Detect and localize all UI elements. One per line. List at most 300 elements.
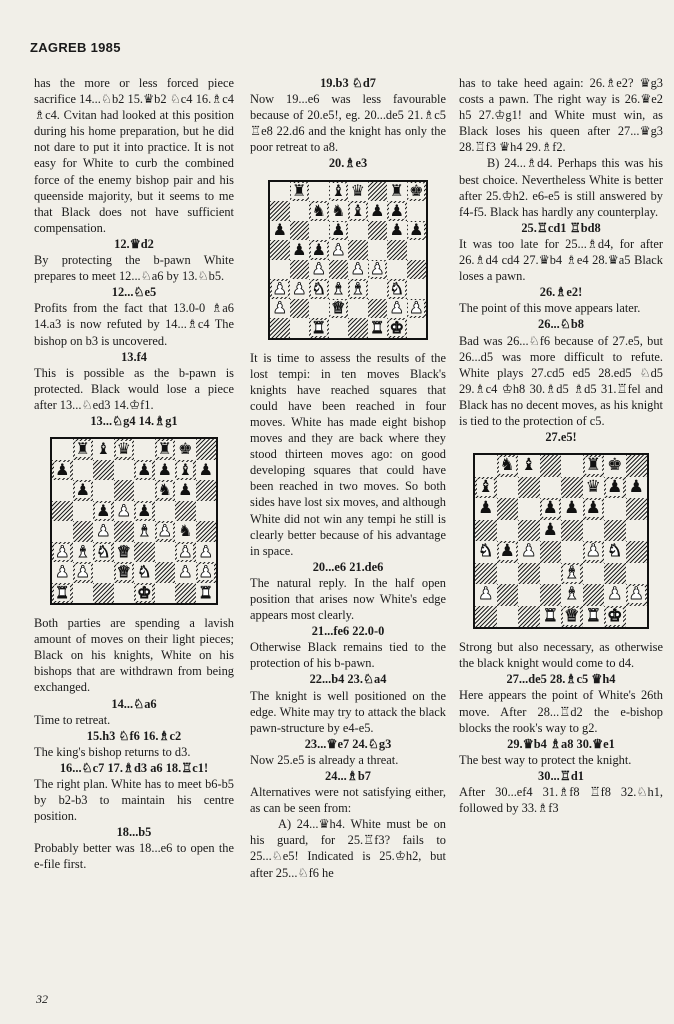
black-knight-icon: ♞ xyxy=(311,200,326,220)
board-square xyxy=(270,240,290,260)
board-square xyxy=(348,182,368,202)
black-pawn-icon: ♟ xyxy=(370,200,385,220)
board-square xyxy=(290,182,310,202)
board-square xyxy=(497,541,519,563)
board-square xyxy=(175,562,196,583)
board-square xyxy=(134,583,155,604)
black-pawn-icon: ♟ xyxy=(272,220,287,240)
board-square xyxy=(175,521,196,542)
board-square xyxy=(270,299,290,319)
board-square xyxy=(583,606,605,628)
black-pawn-icon: ♟ xyxy=(389,200,404,220)
commentary-paragraph: Otherwise Black remains tied to the protection of his b-pawn. xyxy=(250,640,446,671)
white-pawn-icon: ♟ xyxy=(272,278,287,298)
board-square xyxy=(387,182,407,202)
commentary-paragraph: Alternatives were not satisfying either, as can be seen from: xyxy=(250,785,446,816)
white-knight-icon: ♞ xyxy=(96,541,111,561)
move-heading: 14...♘a6 xyxy=(111,696,157,711)
white-pawn-icon: ♟ xyxy=(116,500,131,520)
board-square xyxy=(290,221,310,241)
board-square xyxy=(93,583,114,604)
board-square xyxy=(134,480,155,501)
board-square xyxy=(475,584,497,606)
page-number: 32 xyxy=(36,992,48,1006)
board-square xyxy=(604,455,626,477)
board-square xyxy=(348,221,368,241)
board-square xyxy=(155,480,176,501)
board-square xyxy=(540,455,562,477)
white-pawn-icon: ♟ xyxy=(311,259,326,279)
white-pawn-icon: ♟ xyxy=(198,541,213,561)
white-rook-icon: ♜ xyxy=(55,582,70,602)
board-square xyxy=(583,541,605,563)
board-square xyxy=(604,477,626,499)
board-square xyxy=(561,563,583,585)
board-square xyxy=(270,182,290,202)
white-pawn-icon: ♟ xyxy=(272,298,287,318)
board-square xyxy=(626,455,648,477)
black-bishop-icon: ♝ xyxy=(350,200,365,220)
white-bishop-icon: ♝ xyxy=(564,584,580,605)
white-pawn-icon: ♟ xyxy=(331,239,346,259)
board-square xyxy=(155,501,176,522)
white-pawn-icon: ♟ xyxy=(350,259,365,279)
board-square xyxy=(175,480,196,501)
board-square xyxy=(583,477,605,499)
board-square xyxy=(196,501,217,522)
board-square xyxy=(626,477,648,499)
black-pawn-icon: ♟ xyxy=(628,476,644,497)
white-bishop-icon: ♝ xyxy=(137,521,152,541)
board-square xyxy=(52,480,73,501)
move-heading: 26...♘b8 xyxy=(538,317,584,332)
white-pawn-icon: ♟ xyxy=(75,562,90,582)
board-square xyxy=(175,542,196,563)
commentary-paragraph: After 30...ef4 31.♗f8 ♖f8 32.♘h1, followed by 33.♗f3 xyxy=(459,785,663,816)
black-king-icon: ♚ xyxy=(607,455,623,476)
move-heading: 24...♗b7 xyxy=(325,769,371,783)
board-square xyxy=(93,542,114,563)
board-square xyxy=(626,520,648,542)
board-square xyxy=(604,520,626,542)
board-square xyxy=(114,542,135,563)
board-square xyxy=(348,279,368,299)
board-square xyxy=(561,520,583,542)
board-square xyxy=(407,260,427,280)
move-heading: 12...♘e5 xyxy=(111,285,157,300)
board-square xyxy=(73,480,94,501)
white-king-icon: ♚ xyxy=(389,317,404,337)
board-square xyxy=(540,477,562,499)
board-square xyxy=(475,520,497,542)
board-square xyxy=(561,541,583,563)
board-square xyxy=(368,279,388,299)
board-square xyxy=(518,520,540,542)
move-heading: 20.♗e3 xyxy=(328,156,368,171)
move-heading: 22...b4 23.♘a4 xyxy=(309,672,387,687)
board-square xyxy=(290,240,310,260)
commentary-paragraph: Now 19...e6 was less favourable because of 20.e5!, eg. 20...de5 21.♗c5 ♖e8 22.d6 and the knight has only the poor retreat to a8. xyxy=(250,92,446,155)
black-king-icon: ♚ xyxy=(178,439,193,459)
board-square xyxy=(626,498,648,520)
board-square xyxy=(387,279,407,299)
white-pawn-icon: ♟ xyxy=(628,584,644,605)
board-square xyxy=(73,583,94,604)
board-square xyxy=(583,584,605,606)
board-square xyxy=(73,521,94,542)
board-square xyxy=(368,221,388,241)
board-square xyxy=(114,460,135,481)
black-pawn-icon: ♟ xyxy=(157,459,172,479)
board-square xyxy=(540,606,562,628)
board-square xyxy=(114,583,135,604)
black-pawn-icon: ♟ xyxy=(542,519,558,540)
board-square xyxy=(196,583,217,604)
white-bishop-icon: ♝ xyxy=(564,562,580,583)
board-square xyxy=(175,439,196,460)
board-square xyxy=(309,201,329,221)
black-pawn-icon: ♟ xyxy=(585,498,601,519)
move-heading: 19.b3 ♘d7 xyxy=(320,76,376,90)
white-knight-icon: ♞ xyxy=(137,562,152,582)
white-pawn-icon: ♟ xyxy=(157,521,172,541)
board-square xyxy=(583,520,605,542)
board-square xyxy=(134,562,155,583)
black-pawn-icon: ♟ xyxy=(409,220,424,240)
commentary-paragraph: has to take heed again: 26.♗e2? ♛g3 costs a pawn. The right way is 26.♛e2 h5 27.♔g1! and White must win, as Black loses his queen after 27...♛g3 28.♖f3 ♛h4 29.♗f2. xyxy=(459,76,663,155)
white-pawn-icon: ♟ xyxy=(178,562,193,582)
board-square xyxy=(475,541,497,563)
commentary-paragraph: Probably better was 18...e6 to open the e-file first. xyxy=(34,841,234,872)
white-pawn-icon: ♟ xyxy=(585,541,601,562)
white-pawn-icon: ♟ xyxy=(178,541,193,561)
board-square xyxy=(387,260,407,280)
move-heading: 16...♘c7 17.♗d3 a6 18.♖c1! xyxy=(59,760,209,775)
commentary-paragraph: By protecting the b-pawn White prepares to meet 12...♘a6 by 13.♘b5. xyxy=(34,253,234,284)
black-rook-icon: ♜ xyxy=(292,181,307,201)
board-square xyxy=(290,318,310,338)
board-square xyxy=(196,521,217,542)
board-square xyxy=(52,562,73,583)
board-square xyxy=(368,201,388,221)
board-square xyxy=(387,240,407,260)
black-pawn-icon: ♟ xyxy=(75,480,90,500)
black-pawn-icon: ♟ xyxy=(564,498,580,519)
commentary-paragraph: A) 24...♛h4. White must be on his guard, for 25.♖f3? fails to 25...♘e5! Indicated is 25.♔h2, but after 25...♘f6 he xyxy=(250,817,446,880)
board-square xyxy=(540,584,562,606)
black-pawn-icon: ♟ xyxy=(607,476,623,497)
board-square xyxy=(604,563,626,585)
white-pawn-icon: ♟ xyxy=(607,584,623,605)
board-square xyxy=(407,182,427,202)
white-queen-icon: ♛ xyxy=(331,298,346,318)
board-square xyxy=(155,542,176,563)
board-square xyxy=(93,460,114,481)
board-square xyxy=(329,201,349,221)
text-column-3 xyxy=(459,75,663,816)
board-square xyxy=(475,563,497,585)
board-square xyxy=(114,501,135,522)
board-square xyxy=(134,521,155,542)
board-square xyxy=(540,520,562,542)
board-square xyxy=(407,299,427,319)
board-square xyxy=(290,260,310,280)
black-bishop-icon: ♝ xyxy=(478,476,494,497)
white-pawn-icon: ♟ xyxy=(389,298,404,318)
black-knight-icon: ♞ xyxy=(157,480,172,500)
board-square xyxy=(155,460,176,481)
move-heading: 13.f4 xyxy=(121,349,147,364)
black-pawn-icon: ♟ xyxy=(137,500,152,520)
board-square xyxy=(196,460,217,481)
board-square xyxy=(387,201,407,221)
black-pawn-icon: ♟ xyxy=(542,498,558,519)
board-square xyxy=(290,299,310,319)
black-pawn-icon: ♟ xyxy=(178,480,193,500)
move-heading: 27.e5! xyxy=(545,430,577,445)
black-rook-icon: ♜ xyxy=(75,439,90,459)
commentary-paragraph: The point of this move appears later. xyxy=(459,301,641,316)
board-square xyxy=(497,520,519,542)
board-square xyxy=(290,201,310,221)
black-king-icon: ♚ xyxy=(409,181,424,201)
chess-diagram xyxy=(50,437,218,605)
white-knight-icon: ♞ xyxy=(311,278,326,298)
board-square xyxy=(270,279,290,299)
board-square xyxy=(561,477,583,499)
commentary-paragraph: B) 24...♗d4. Perhaps this was his best choice. Nevertheless White is better after 25.♔h2. e6-e5 is still answered by f4-f5. Black has hardly any counterplay. xyxy=(459,156,663,219)
board-square xyxy=(561,584,583,606)
board-square xyxy=(93,521,114,542)
board-square xyxy=(196,562,217,583)
board-square xyxy=(540,498,562,520)
board-square xyxy=(93,480,114,501)
move-heading: 21...fe6 22.0-0 xyxy=(311,624,385,639)
board-square xyxy=(497,498,519,520)
white-rook-icon: ♜ xyxy=(311,317,326,337)
commentary-paragraph: The best way to protect the knight. xyxy=(459,752,632,767)
white-bishop-icon: ♝ xyxy=(75,541,90,561)
board-square xyxy=(52,460,73,481)
black-pawn-icon: ♟ xyxy=(389,220,404,240)
commentary-paragraph: Now 25.e5 is already a threat. xyxy=(250,752,399,767)
text-column-1 xyxy=(34,75,234,873)
move-heading: 29.♛b4 ♗a8 30.♛e1 xyxy=(507,736,615,751)
board-square xyxy=(583,498,605,520)
black-bishop-icon: ♝ xyxy=(331,181,346,201)
board-square xyxy=(329,260,349,280)
board-square xyxy=(518,541,540,563)
board-square xyxy=(368,182,388,202)
board-square xyxy=(626,563,648,585)
board-square xyxy=(114,521,135,542)
commentary-paragraph: It was too late for 25...♗d4, for after 26.♗d4 cd4 27.♛b4 ♗e4 28.♛a5 Black loses a pawn. xyxy=(459,236,663,284)
board-square xyxy=(626,584,648,606)
white-pawn-icon: ♟ xyxy=(96,521,111,541)
black-knight-icon: ♞ xyxy=(331,200,346,220)
board-square xyxy=(561,498,583,520)
board-square xyxy=(368,260,388,280)
board-square xyxy=(387,299,407,319)
white-pawn-icon: ♟ xyxy=(198,562,213,582)
board-square xyxy=(518,455,540,477)
white-queen-icon: ♛ xyxy=(116,541,131,561)
board-square xyxy=(52,583,73,604)
commentary-paragraph: Strong but also necessary, as otherwise the black knight would come to d4. xyxy=(459,640,663,671)
running-header: ZAGREB 1985 xyxy=(30,40,121,55)
board-square xyxy=(73,460,94,481)
board-square xyxy=(175,460,196,481)
white-queen-icon: ♛ xyxy=(564,605,580,626)
board-square xyxy=(604,498,626,520)
black-rook-icon: ♜ xyxy=(389,181,404,201)
board-square xyxy=(329,221,349,241)
white-rook-icon: ♜ xyxy=(585,605,601,626)
white-rook-icon: ♜ xyxy=(370,317,385,337)
white-king-icon: ♚ xyxy=(137,582,152,602)
board-square xyxy=(407,221,427,241)
black-pawn-icon: ♟ xyxy=(96,500,111,520)
commentary-paragraph: Time to retreat. xyxy=(34,712,111,727)
board-square xyxy=(329,279,349,299)
board-square xyxy=(155,439,176,460)
board-square xyxy=(329,318,349,338)
white-king-icon: ♚ xyxy=(607,605,623,626)
white-rook-icon: ♜ xyxy=(198,582,213,602)
move-heading: 26.♗e2! xyxy=(539,285,583,300)
board-square xyxy=(348,240,368,260)
black-queen-icon: ♛ xyxy=(350,181,365,201)
board-square xyxy=(387,318,407,338)
board-square xyxy=(155,521,176,542)
white-knight-icon: ♞ xyxy=(389,278,404,298)
board-square xyxy=(626,606,648,628)
board-square xyxy=(309,299,329,319)
board-square xyxy=(52,501,73,522)
move-heading: 12.♛d2 xyxy=(114,236,154,251)
board-square xyxy=(114,562,135,583)
board-square xyxy=(196,439,217,460)
white-knight-icon: ♞ xyxy=(607,541,623,562)
board-square xyxy=(309,221,329,241)
board-square xyxy=(73,501,94,522)
board-square xyxy=(540,541,562,563)
board-square xyxy=(518,584,540,606)
black-knight-icon: ♞ xyxy=(499,455,515,476)
black-pawn-icon: ♟ xyxy=(198,459,213,479)
board-square xyxy=(497,477,519,499)
black-pawn-icon: ♟ xyxy=(478,498,494,519)
board-square xyxy=(368,240,388,260)
board-square xyxy=(518,606,540,628)
board-square xyxy=(196,480,217,501)
board-square xyxy=(407,201,427,221)
board-square xyxy=(604,541,626,563)
board-square xyxy=(309,260,329,280)
board-square xyxy=(270,201,290,221)
board-square xyxy=(583,455,605,477)
board-square xyxy=(114,439,135,460)
board-square xyxy=(518,498,540,520)
board-square xyxy=(475,455,497,477)
board-square xyxy=(518,477,540,499)
board-square xyxy=(134,460,155,481)
board-square xyxy=(475,477,497,499)
commentary-paragraph: The natural reply. In the half open position that arises now White's edge appears most clearly. xyxy=(250,575,446,623)
board-square xyxy=(626,541,648,563)
white-pawn-icon: ♟ xyxy=(55,541,70,561)
board-square xyxy=(52,521,73,542)
commentary-paragraph: It is time to assess the results of the lost tempi: in ten moves Black's knights have reached squares that could have been reached in four moves. White has made eight bishop moves and they are back where they stood thirteen moves ago: on good developing squares that could have been reached in two moves. So both sides have lost six moves, and although White did not win any tempi he still is clearly better because of his advantage in space. xyxy=(250,350,446,558)
move-heading: 23...♛e7 24.♘g3 xyxy=(304,736,392,751)
board-square xyxy=(134,501,155,522)
board-square xyxy=(270,221,290,241)
commentary-paragraph: Profits from the fact that 13.0-0 ♗a6 14.a3 is now refuted by 14...♗c4 The bishop on b3 is uncovered. xyxy=(34,301,234,348)
board-square xyxy=(309,182,329,202)
board-square xyxy=(73,439,94,460)
white-pawn-icon: ♟ xyxy=(292,278,307,298)
black-pawn-icon: ♟ xyxy=(331,220,346,240)
move-heading: 27...de5 28.♗c5 ♛h4 xyxy=(506,672,616,687)
board-square xyxy=(73,562,94,583)
board-square xyxy=(348,318,368,338)
board-square xyxy=(497,606,519,628)
board-square xyxy=(407,318,427,338)
board-square xyxy=(368,318,388,338)
move-heading: 20...e6 21.de6 xyxy=(312,559,384,574)
white-bishop-icon: ♝ xyxy=(350,278,365,298)
black-pawn-icon: ♟ xyxy=(499,541,515,562)
white-pawn-icon: ♟ xyxy=(370,259,385,279)
white-pawn-icon: ♟ xyxy=(55,562,70,582)
black-bishop-icon: ♝ xyxy=(96,439,111,459)
board-square xyxy=(196,542,217,563)
commentary-paragraph: has the more or less forced piece sacrifice 14...♘b2 15.♛b2 ♘c4 16.♗c4 ♗c4. Cvitan had looked at this position during his home preparation, but he did not dare to put it into practice. It is not easy for White to curb the combined force of the enemy bishop pair and his queenside majority, but it seems to me that Black does not have sufficient compensation. xyxy=(34,76,234,235)
white-bishop-icon: ♝ xyxy=(331,278,346,298)
move-heading: 18...b5 xyxy=(116,825,152,840)
board-square xyxy=(52,439,73,460)
board-square xyxy=(175,583,196,604)
black-rook-icon: ♜ xyxy=(157,439,172,459)
move-heading: 30...♖d1 xyxy=(538,768,584,783)
board-square xyxy=(604,584,626,606)
white-rook-icon: ♜ xyxy=(542,605,558,626)
board-square xyxy=(497,563,519,585)
board-square xyxy=(329,240,349,260)
commentary-paragraph: Here appears the point of White's 26th move. After 28...♖d2 the e-bishop blocks the rook's way to g2. xyxy=(459,688,663,735)
board-square xyxy=(52,542,73,563)
white-pawn-icon: ♟ xyxy=(409,298,424,318)
board-square xyxy=(497,455,519,477)
board-square xyxy=(93,439,114,460)
black-knight-icon: ♞ xyxy=(178,521,193,541)
commentary-paragraph: Both parties are spending a lavish amount of moves on their light pieces; Black on his knights, White on his bishops that are withdrawn from being exchanged. xyxy=(34,616,234,695)
black-rook-icon: ♜ xyxy=(585,455,601,476)
board-square xyxy=(368,299,388,319)
text-column-2 xyxy=(250,75,446,881)
board-square xyxy=(475,606,497,628)
board-square xyxy=(309,279,329,299)
board-square xyxy=(329,299,349,319)
white-pawn-icon: ♟ xyxy=(521,541,537,562)
black-queen-icon: ♛ xyxy=(585,476,601,497)
board-square xyxy=(561,455,583,477)
board-square xyxy=(475,498,497,520)
board-square xyxy=(270,260,290,280)
board-square xyxy=(348,260,368,280)
board-square xyxy=(348,201,368,221)
board-square xyxy=(73,542,94,563)
